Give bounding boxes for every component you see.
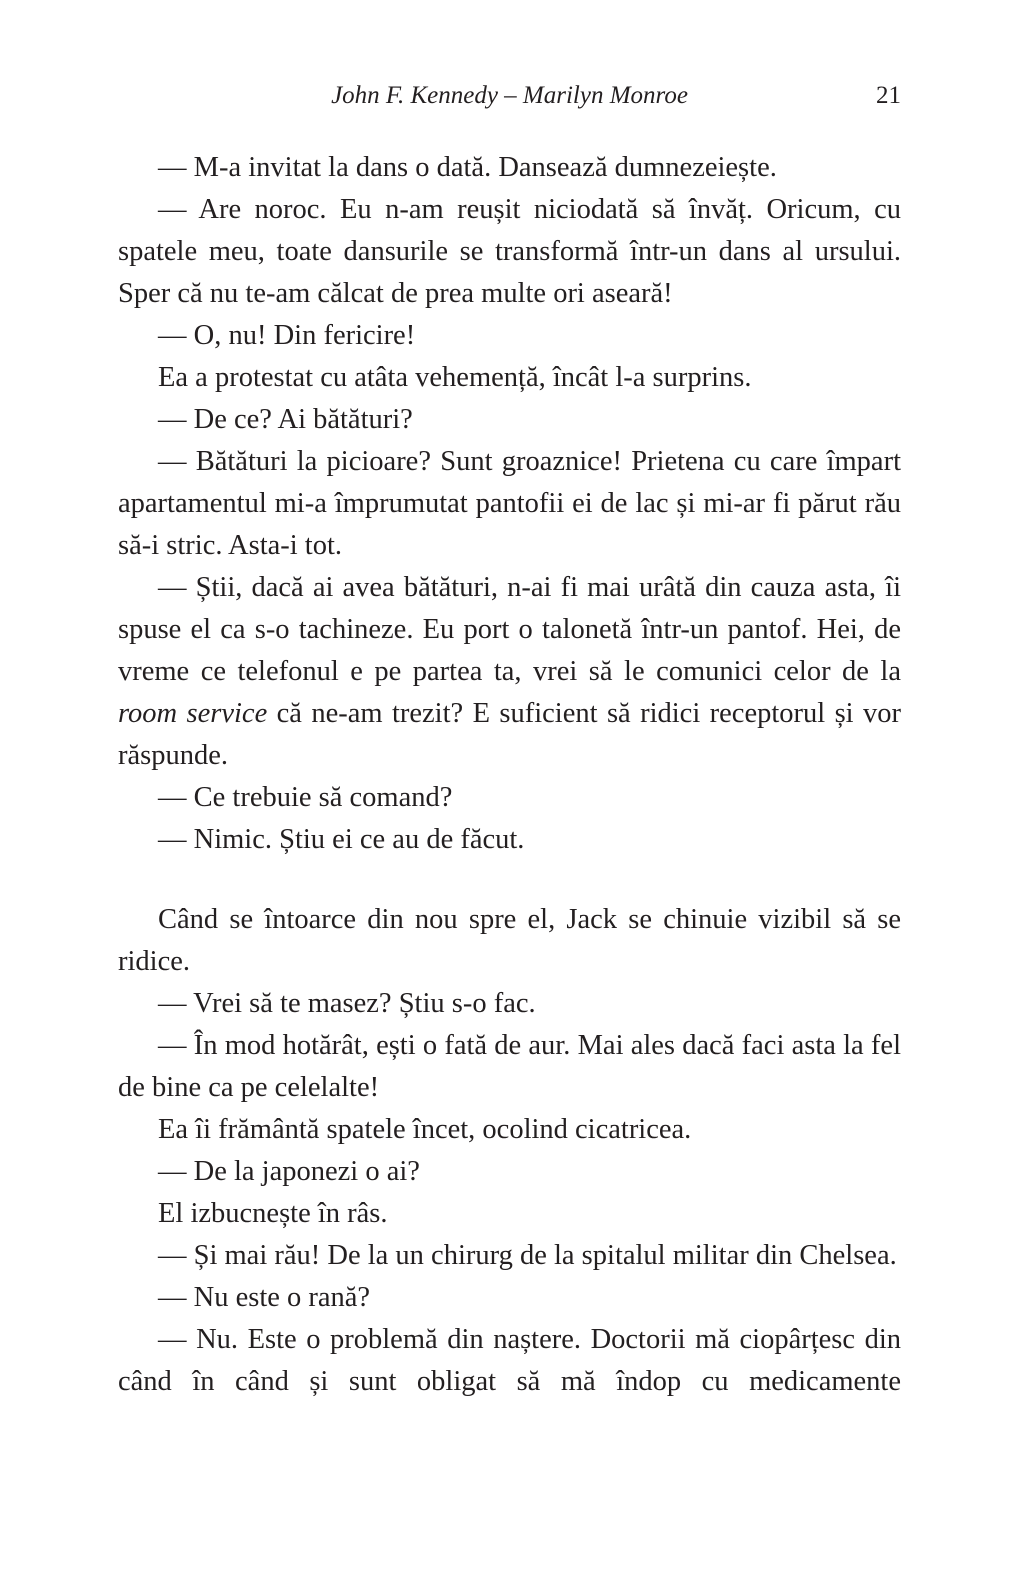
paragraph: — M-a invitat la dans o dată. Dansează dumnezeiește. bbox=[158, 152, 777, 183]
page-number: 21 bbox=[876, 82, 901, 109]
paragraph: Ea a protestat cu atâta vehemență, încât l-a surprins. bbox=[158, 362, 752, 393]
paragraph: — O, nu! Din fericire! bbox=[158, 320, 416, 351]
page-body bbox=[118, 147, 901, 1403]
paragraph: Când se întoarce din nou spre el, Jack se chinuie vizibil să se ridice. bbox=[118, 904, 901, 977]
paragraph: — Nu este o rană? bbox=[158, 1282, 371, 1313]
paragraph: — De la japonezi o ai? bbox=[158, 1156, 420, 1187]
paragraph: — Nu. Este o problemă din naștere. Doctorii mă ciopârțesc din când în când și sunt obligat să mă îndop cu medicamente bbox=[118, 1324, 901, 1397]
paragraph: Ea îi frământă spatele încet, ocolind cicatricea. bbox=[158, 1114, 692, 1145]
paragraph: — Bătături la picioare? Sunt groaznice! Prietena cu care împart apartamentul mi-a împrumutat pantofii ei de lac și mi-ar fi părut rău să-i stric. Asta-i tot. bbox=[118, 446, 901, 561]
paragraph: — Vrei să te masez? Știu s-o fac. bbox=[158, 988, 536, 1019]
italic-phrase: room service bbox=[118, 698, 268, 729]
paragraph: — Are noroc. Eu n-am reușit niciodată să învăț. Oricum, cu spatele meu, toate dansurile se transformă într-un dans al ursului. Sper că nu te-am călcat de prea multe ori aseară! bbox=[118, 194, 901, 309]
paragraph: — Ce trebuie să comand? bbox=[158, 782, 453, 813]
paragraph bbox=[118, 567, 901, 777]
running-header bbox=[118, 82, 901, 118]
paragraph: El izbucnește în râs. bbox=[158, 1198, 388, 1229]
paragraph: — Și mai rău! De la un chirurg de la spitalul militar din Chelsea. bbox=[158, 1240, 897, 1271]
running-title: John F. Kennedy – Marilyn Monroe bbox=[331, 82, 688, 109]
paragraph: — Nimic. Știu ei ce au de făcut. bbox=[158, 824, 525, 855]
paragraph-text: — Știi, dacă ai avea bătături, n-ai fi mai urâtă din cauza asta, îi spuse el ca s-o tachineze. Eu port o talonetă într-un pantof. Hei, de vreme ce telefonul e pe partea ta, vrei să le comunici celor de la bbox=[118, 572, 901, 687]
paragraph: — În mod hotărât, ești o fată de aur. Mai ales dacă faci asta la fel de bine ca pe celelalte! bbox=[118, 1030, 901, 1103]
paragraph: — De ce? Ai bătături? bbox=[158, 404, 413, 435]
paragraph-text: că ne-am trezit? E suficient să ridici receptorul și vor răspunde. bbox=[118, 698, 901, 771]
